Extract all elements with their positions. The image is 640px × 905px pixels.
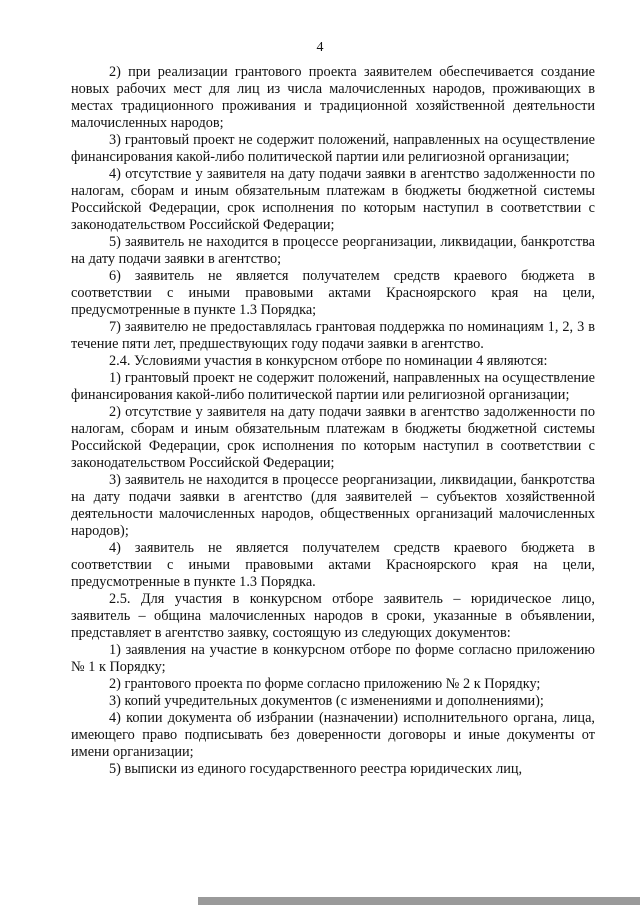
paragraph-item-6-not-budget-recipient: 6) заявитель не является получателем средств краевого бюджета в соответствии с иными правовыми актами Красноярского края на цели, предусмотренные в пункте 1.3 Порядка; — [71, 268, 595, 318]
paragraph-item-2-job-creation: 2) при реализации грантового проекта заявителем обеспечивается создание новых рабочих мест для лиц из числа малочисленных народов, проживающих в местах традиционного проживания и традиционной хозяйственной деятельности малочисленных народов; — [71, 64, 595, 131]
paragraph-2-5-item-4: 4) копии документа об избрании (назначении) исполнительного органа, лица, имеющего право подписывать без доверенности договоры и иные документы от имени организации; — [71, 710, 595, 760]
paragraph-2-4-item-4: 4) заявитель не является получателем средств краевого бюджета в соответствии с иными правовыми актами Красноярского края на цели, предусмотренные в пункте 1.3 Порядка. — [71, 540, 595, 590]
scan-bottom-edge — [198, 897, 640, 905]
paragraph-2-4-item-2: 2) отсутствие у заявителя на дату подачи заявки в агентство задолженности по налогам, сборам и иным обязательным платежам в бюджеты бюджетной системы Российской Федерации, срок исполнения по которым наступил в соответствии с законодательством Российской Федерации; — [71, 404, 595, 471]
paragraph-section-2-4: 2.4. Условиями участия в конкурсном отборе по номинации 4 являются: — [109, 353, 548, 369]
paragraph-item-4-no-tax-debt: 4) отсутствие у заявителя на дату подачи заявки в агентство задолженности по налогам, сборам и иным обязательным платежам в бюджеты бюджетной системы Российской Федерации, срок исполнения по которым наступил в соответствии с законодательством Российской Федерации; — [71, 166, 595, 233]
paragraph-2-5-item-1: 1) заявления на участие в конкурсном отборе по форме согласно приложению № 1 к Порядку; — [71, 642, 595, 675]
paragraph-2-5-item-3: 3) копий учредительных документов (с изменениями и дополнениями); — [109, 693, 544, 709]
page-number: 4 — [316, 40, 324, 55]
paragraph-section-2-5: 2.5. Для участия в конкурсном отборе заявитель – юридическое лицо, заявитель – община малочисленных народов в сроки, указанные в объявлении, представляет в агентство заявку, состоящую из следующих документов: — [71, 591, 595, 641]
document-body — [71, 64, 595, 778]
paragraph-item-7-no-prior-grant: 7) заявителю не предоставлялась грантовая поддержка по номинациям 1, 2, 3 в течение пяти лет, предшествующих году подачи заявки в агентство. — [71, 319, 595, 352]
paragraph-2-4-item-3: 3) заявитель не находится в процессе реорганизации, ликвидации, банкротства на дату подачи заявки в агентство (для заявителей – субъектов хозяйственной деятельности малочисленных народов, общественных организаций малочисленных народов); — [71, 472, 595, 539]
paragraph-item-5-no-reorganization: 5) заявитель не находится в процессе реорганизации, ликвидации, банкротства на дату подачи заявки в агентство; — [71, 234, 595, 267]
paragraph-2-5-item-5: 5) выписки из единого государственного реестра юридических лиц, — [109, 761, 523, 777]
paragraph-2-4-item-1: 1) грантовый проект не содержит положений, направленных на осуществление финансирования какой-либо политической партии или религиозной организации; — [71, 370, 595, 403]
paragraph-2-5-item-2: 2) грантового проекта по форме согласно приложению № 2 к Порядку; — [109, 676, 541, 692]
paragraph-item-3-no-political-financing: 3) грантовый проект не содержит положений, направленных на осуществление финансирования какой-либо политической партии или религиозной организации; — [71, 132, 595, 165]
